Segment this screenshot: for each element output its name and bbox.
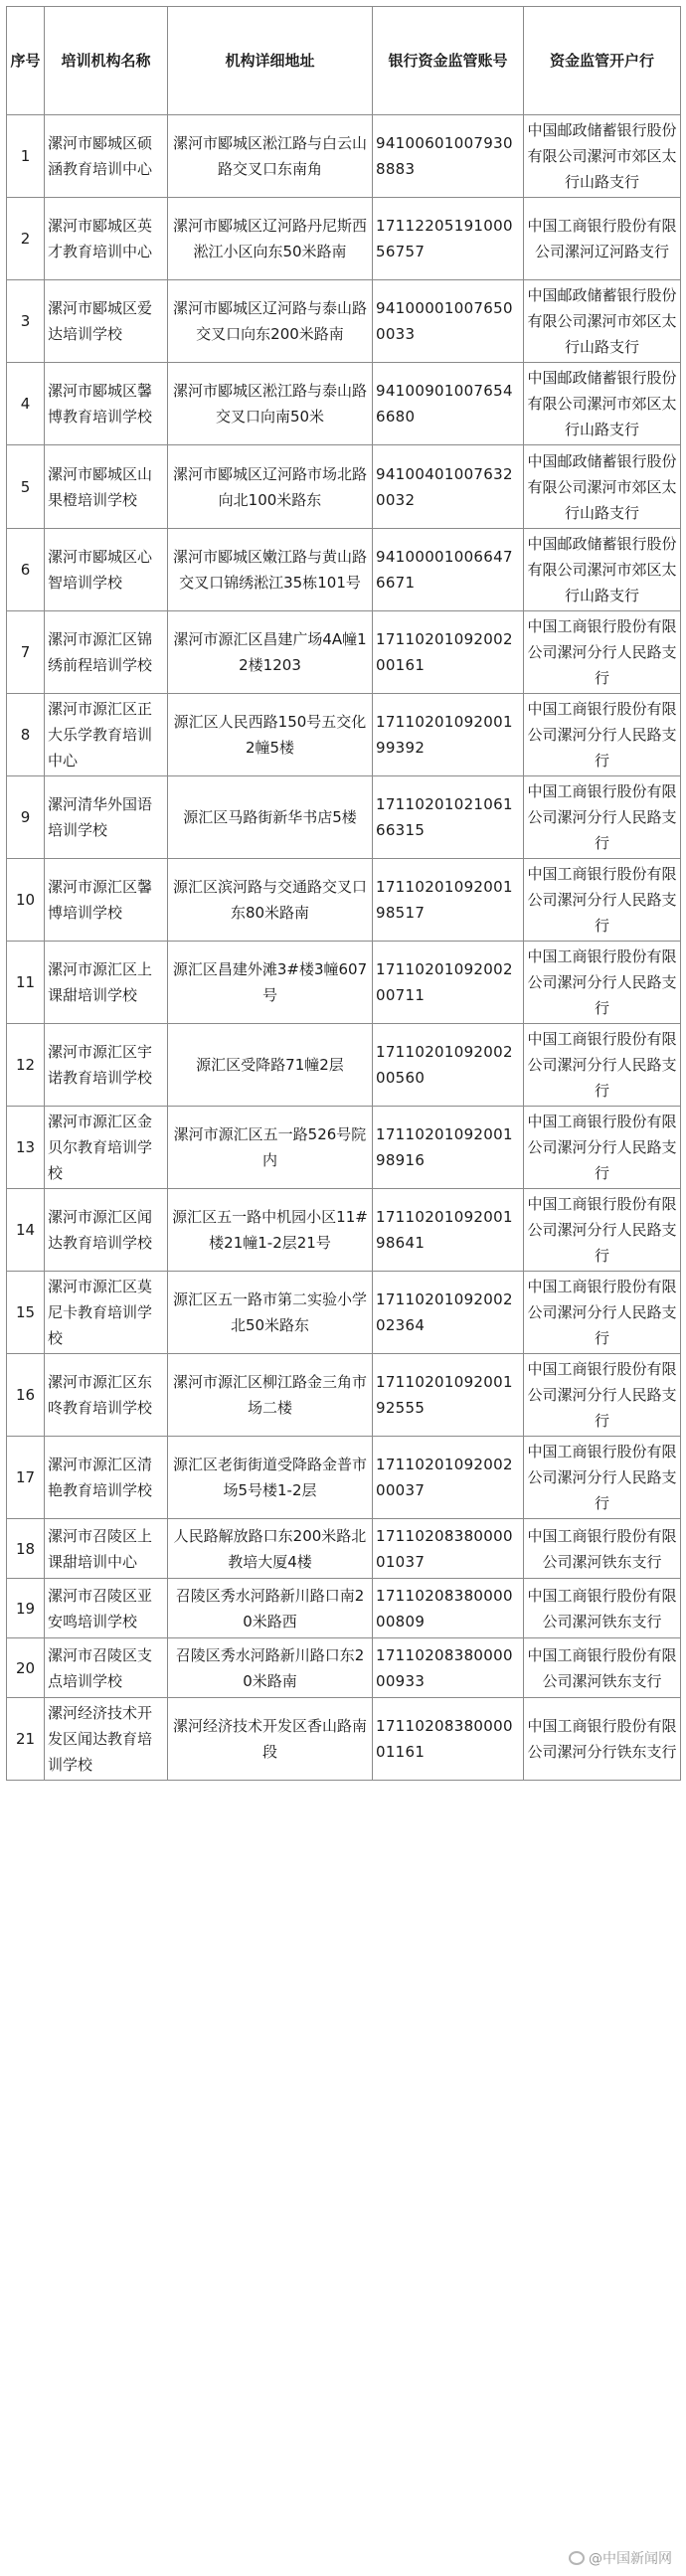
institution-address: 源汇区老街街道受降路金普市场5号楼1-2层 <box>168 1437 373 1519</box>
bank-account: 1711020838000001037 <box>373 1519 524 1579</box>
bank-account: 1711020109200198641 <box>373 1189 524 1272</box>
bank-account: 941000010066476671 <box>373 529 524 611</box>
bank-account: 1711020109200198517 <box>373 859 524 942</box>
institution-name: 漯河市郾城区爱达培训学校 <box>45 280 168 363</box>
table-row <box>7 694 681 776</box>
row-number: 4 <box>7 363 45 445</box>
institution-name: 漯河清华外国语培训学校 <box>45 776 168 859</box>
table-row <box>7 1024 681 1107</box>
row-number: 15 <box>7 1272 45 1354</box>
row-number: 19 <box>7 1579 45 1638</box>
row-number: 18 <box>7 1519 45 1579</box>
bank-branch: 中国工商银行股份有限公司漯河辽河路支行 <box>524 198 681 280</box>
row-number: 2 <box>7 198 45 280</box>
bank-account: 941006010079308883 <box>373 115 524 198</box>
row-number: 9 <box>7 776 45 859</box>
institution-name: 漯河市郾城区硕涵教育培训中心 <box>45 115 168 198</box>
bank-account: 1711020109200200161 <box>373 611 524 694</box>
bank-branch: 中国工商银行股份有限公司漯河铁东支行 <box>524 1519 681 1579</box>
institution-address: 漯河市源汇区柳江路金三角市场二楼 <box>168 1354 373 1437</box>
header-name: 培训机构名称 <box>45 7 168 115</box>
institution-address: 漯河市郾城区嫩江路与黄山路交叉口锦绣淞江35栋101号 <box>168 529 373 611</box>
bank-branch: 中国邮政储蓄银行股份有限公司漯河市郊区太行山路支行 <box>524 280 681 363</box>
institution-address: 漯河市郾城区辽河路丹尼斯西淞江小区向东50米路南 <box>168 198 373 280</box>
bank-branch: 中国工商银行股份有限公司漯河分行人民路支行 <box>524 1272 681 1354</box>
table-row <box>7 1107 681 1189</box>
table-row <box>7 776 681 859</box>
table-row <box>7 445 681 529</box>
institution-address: 漯河市源汇区五一路526号院内 <box>168 1107 373 1189</box>
institution-address: 源汇区受降路71幢2层 <box>168 1024 373 1107</box>
row-number: 10 <box>7 859 45 942</box>
bank-account: 1711020838000000809 <box>373 1579 524 1638</box>
institution-address: 源汇区五一路市第二实验小学北50米路东 <box>168 1272 373 1354</box>
bank-branch: 中国工商银行股份有限公司漯河分行人民路支行 <box>524 776 681 859</box>
bank-account: 1711020109200192555 <box>373 1354 524 1437</box>
bank-account: 1711220519100056757 <box>373 198 524 280</box>
bank-branch: 中国工商银行股份有限公司漯河分行人民路支行 <box>524 942 681 1024</box>
row-number: 1 <box>7 115 45 198</box>
bank-account: 1711020109200200560 <box>373 1024 524 1107</box>
weibo-icon <box>569 2551 585 2565</box>
bank-branch: 中国工商银行股份有限公司漯河分行人民路支行 <box>524 1024 681 1107</box>
row-number: 13 <box>7 1107 45 1189</box>
bank-account: 1711020109200202364 <box>373 1272 524 1354</box>
table-row <box>7 859 681 942</box>
row-number: 12 <box>7 1024 45 1107</box>
institution-name: 漯河市源汇区东咚教育培训学校 <box>45 1354 168 1437</box>
institution-address: 召陵区秀水河路新川路口南20米路西 <box>168 1579 373 1638</box>
bank-branch: 中国邮政储蓄银行股份有限公司漯河市郊区太行山路支行 <box>524 363 681 445</box>
institution-address: 漯河市郾城区淞江路与白云山路交叉口东南角 <box>168 115 373 198</box>
bank-account: 941000010076500033 <box>373 280 524 363</box>
institution-name: 漯河市源汇区金贝尔教育培训学校 <box>45 1107 168 1189</box>
institution-name: 漯河市源汇区正大乐学教育培训中心 <box>45 694 168 776</box>
institution-name: 漯河市源汇区馨博培训学校 <box>45 859 168 942</box>
institution-name: 漯河市郾城区心智培训学校 <box>45 529 168 611</box>
bank-branch: 中国工商银行股份有限公司漯河分行人民路支行 <box>524 1189 681 1272</box>
bank-account: 1711020838000000933 <box>373 1638 524 1698</box>
bank-branch: 中国工商银行股份有限公司漯河分行铁东支行 <box>524 1698 681 1781</box>
table-row <box>7 1579 681 1638</box>
bank-branch: 中国工商银行股份有限公司漯河铁东支行 <box>524 1579 681 1638</box>
institution-name: 漯河市召陵区亚安鸣培训学校 <box>45 1579 168 1638</box>
table-row <box>7 198 681 280</box>
row-number: 6 <box>7 529 45 611</box>
institution-address: 源汇区五一路中机园小区11#楼21幢1-2层21号 <box>168 1189 373 1272</box>
institution-address: 源汇区昌建外滩3#楼3幢607号 <box>168 942 373 1024</box>
row-number: 5 <box>7 445 45 529</box>
institution-name: 漯河市源汇区宇诺教育培训学校 <box>45 1024 168 1107</box>
table-row <box>7 363 681 445</box>
institution-name: 漯河市源汇区闻达教育培训学校 <box>45 1189 168 1272</box>
row-number: 3 <box>7 280 45 363</box>
bank-account: 941004010076320032 <box>373 445 524 529</box>
bank-branch: 中国工商银行股份有限公司漯河分行人民路支行 <box>524 1107 681 1189</box>
institution-address: 漯河市郾城区辽河路与泰山路交叉口向东200米路南 <box>168 280 373 363</box>
table-row <box>7 1189 681 1272</box>
row-number: 21 <box>7 1698 45 1781</box>
bank-account: 1711020109200199392 <box>373 694 524 776</box>
table-row <box>7 529 681 611</box>
watermark <box>569 2548 672 2568</box>
row-number: 11 <box>7 942 45 1024</box>
institution-address: 漯河市郾城区辽河路市场北路向北100米路东 <box>168 445 373 529</box>
institution-name: 漯河市源汇区莫尼卡教育培训学校 <box>45 1272 168 1354</box>
row-number: 14 <box>7 1189 45 1272</box>
institution-address: 源汇区人民西路150号五交化2幢5楼 <box>168 694 373 776</box>
header-bank: 资金监管开户行 <box>524 7 681 115</box>
institution-address: 漯河经济技术开发区香山路南段 <box>168 1698 373 1781</box>
bank-branch: 中国工商银行股份有限公司漯河分行人民路支行 <box>524 694 681 776</box>
bank-branch: 中国工商银行股份有限公司漯河分行人民路支行 <box>524 611 681 694</box>
bank-account: 1711020102106166315 <box>373 776 524 859</box>
bank-branch: 中国工商银行股份有限公司漯河分行人民路支行 <box>524 859 681 942</box>
table-row <box>7 1698 681 1781</box>
table-row <box>7 1638 681 1698</box>
table-body <box>7 115 681 1781</box>
institution-name: 漯河市郾城区英才教育培训中心 <box>45 198 168 280</box>
bank-branch: 中国邮政储蓄银行股份有限公司漯河市郊区太行山路支行 <box>524 445 681 529</box>
institution-name: 漯河市源汇区清艳教育培训学校 <box>45 1437 168 1519</box>
header-row <box>7 7 681 115</box>
bank-branch: 中国工商银行股份有限公司漯河分行人民路支行 <box>524 1354 681 1437</box>
bank-branch: 中国邮政储蓄银行股份有限公司漯河市郊区太行山路支行 <box>524 115 681 198</box>
institution-name: 漯河市召陵区上课甜培训中心 <box>45 1519 168 1579</box>
bank-account: 1711020109200200037 <box>373 1437 524 1519</box>
bank-branch: 中国邮政储蓄银行股份有限公司漯河市郊区太行山路支行 <box>524 529 681 611</box>
institution-address: 源汇区马路街新华书店5楼 <box>168 776 373 859</box>
institution-table <box>6 6 681 1781</box>
institution-address: 漯河市郾城区淞江路与泰山路交叉口向南50米 <box>168 363 373 445</box>
bank-account: 1711020109200198916 <box>373 1107 524 1189</box>
table-row <box>7 1354 681 1437</box>
row-number: 8 <box>7 694 45 776</box>
institution-name: 漯河经济技术开发区闻达教育培训学校 <box>45 1698 168 1781</box>
bank-branch: 中国工商银行股份有限公司漯河分行人民路支行 <box>524 1437 681 1519</box>
bank-account: 1711020109200200711 <box>373 942 524 1024</box>
header-no: 序号 <box>7 7 45 115</box>
institution-address: 召陵区秀水河路新川路口东20米路南 <box>168 1638 373 1698</box>
institution-name: 漯河市郾城区馨博教育培训学校 <box>45 363 168 445</box>
institution-name: 漯河市召陵区支点培训学校 <box>45 1638 168 1698</box>
institution-name: 漯河市源汇区锦绣前程培训学校 <box>45 611 168 694</box>
table-row <box>7 611 681 694</box>
bank-account: 1711020838000001161 <box>373 1698 524 1781</box>
institution-name: 漯河市郾城区山果橙培训学校 <box>45 445 168 529</box>
row-number: 17 <box>7 1437 45 1519</box>
table-row <box>7 1437 681 1519</box>
table-row <box>7 1272 681 1354</box>
watermark-text: @中国新闻网 <box>589 2551 672 2567</box>
header-account: 银行资金监管账号 <box>373 7 524 115</box>
bank-branch: 中国工商银行股份有限公司漯河铁东支行 <box>524 1638 681 1698</box>
row-number: 20 <box>7 1638 45 1698</box>
institution-address: 漯河市源汇区昌建广场4A幢12楼1203 <box>168 611 373 694</box>
header-address: 机构详细地址 <box>168 7 373 115</box>
table-row <box>7 280 681 363</box>
institution-name: 漯河市源汇区上课甜培训学校 <box>45 942 168 1024</box>
bank-account: 941009010076546680 <box>373 363 524 445</box>
table-row <box>7 1519 681 1579</box>
institution-address: 人民路解放路口东200米路北教培大厦4楼 <box>168 1519 373 1579</box>
row-number: 7 <box>7 611 45 694</box>
table-row <box>7 115 681 198</box>
row-number: 16 <box>7 1354 45 1437</box>
institution-address: 源汇区滨河路与交通路交叉口东80米路南 <box>168 859 373 942</box>
table-row <box>7 942 681 1024</box>
